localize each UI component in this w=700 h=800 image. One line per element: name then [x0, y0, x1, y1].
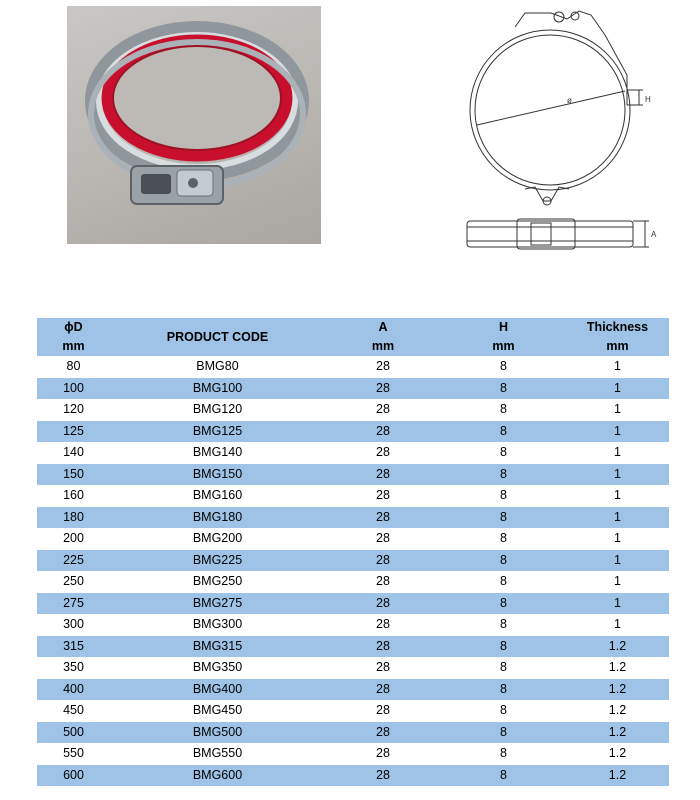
cell-thickness: 1	[566, 399, 669, 421]
cell-diameter: 400	[37, 679, 110, 701]
cell-h: 8	[441, 743, 566, 765]
cell-h: 8	[441, 399, 566, 421]
cell-product-code: BMG550	[110, 743, 325, 765]
cell-h: 8	[441, 571, 566, 593]
cell-thickness: 1.2	[566, 657, 669, 679]
cell-h: 8	[441, 593, 566, 615]
cell-a: 28	[325, 356, 441, 378]
cell-diameter: 125	[37, 421, 110, 443]
cell-thickness: 1.2	[566, 765, 669, 787]
cell-a: 28	[325, 765, 441, 787]
cell-h: 8	[441, 442, 566, 464]
table-row	[37, 464, 669, 486]
a-dimension-label: A	[651, 230, 657, 239]
cell-diameter: 120	[37, 399, 110, 421]
cell-a: 28	[325, 550, 441, 572]
cell-diameter: 160	[37, 485, 110, 507]
cell-a: 28	[325, 593, 441, 615]
table-row	[37, 743, 669, 765]
cell-h: 8	[441, 485, 566, 507]
table-row	[37, 356, 669, 378]
diameter-label: ø	[567, 96, 572, 105]
table-header-row	[37, 318, 669, 356]
cell-h: 8	[441, 464, 566, 486]
cell-product-code: BMG120	[110, 399, 325, 421]
cell-a: 28	[325, 657, 441, 679]
cell-diameter: 315	[37, 636, 110, 658]
cell-a: 28	[325, 743, 441, 765]
table-row	[37, 614, 669, 636]
cell-diameter: 100	[37, 378, 110, 400]
cell-h: 8	[441, 356, 566, 378]
cell-a: 28	[325, 700, 441, 722]
table-row	[37, 700, 669, 722]
cell-product-code: BMG275	[110, 593, 325, 615]
specification-table	[37, 318, 669, 786]
cell-h: 8	[441, 700, 566, 722]
cell-h: 8	[441, 550, 566, 572]
cell-thickness: 1	[566, 378, 669, 400]
cell-diameter: 500	[37, 722, 110, 744]
table-row	[37, 722, 669, 744]
cell-a: 28	[325, 571, 441, 593]
cell-a: 28	[325, 442, 441, 464]
cell-h: 8	[441, 378, 566, 400]
cell-product-code: BMG125	[110, 421, 325, 443]
cell-a: 28	[325, 464, 441, 486]
table-row	[37, 679, 669, 701]
cell-product-code: BMG180	[110, 507, 325, 529]
cell-product-code: BMG80	[110, 356, 325, 378]
cell-diameter: 180	[37, 507, 110, 529]
table-row	[37, 442, 669, 464]
table-row	[37, 378, 669, 400]
cell-thickness: 1	[566, 442, 669, 464]
cell-diameter: 150	[37, 464, 110, 486]
cell-thickness: 1	[566, 485, 669, 507]
cell-product-code: BMG450	[110, 700, 325, 722]
cell-a: 28	[325, 614, 441, 636]
product-photo	[67, 6, 321, 244]
table-row	[37, 593, 669, 615]
cell-h: 8	[441, 765, 566, 787]
cell-product-code: BMG150	[110, 464, 325, 486]
cell-thickness: 1	[566, 550, 669, 572]
cell-a: 28	[325, 507, 441, 529]
cell-thickness: 1	[566, 614, 669, 636]
table-row	[37, 421, 669, 443]
cell-a: 28	[325, 485, 441, 507]
cell-thickness: 1.2	[566, 722, 669, 744]
cell-product-code: BMG400	[110, 679, 325, 701]
clamp-dimension-drawing	[455, 5, 665, 255]
table-row	[37, 657, 669, 679]
cell-a: 28	[325, 421, 441, 443]
col-header-product-code: PRODUCT CODE	[110, 318, 325, 356]
cell-product-code: BMG500	[110, 722, 325, 744]
cell-product-code: BMG315	[110, 636, 325, 658]
cell-thickness: 1.2	[566, 700, 669, 722]
col-header-a: A mm	[325, 318, 441, 356]
cell-thickness: 1	[566, 528, 669, 550]
cell-product-code: BMG350	[110, 657, 325, 679]
cell-thickness: 1	[566, 593, 669, 615]
table-row	[37, 571, 669, 593]
cell-product-code: BMG600	[110, 765, 325, 787]
cell-thickness: 1.2	[566, 636, 669, 658]
cell-thickness: 1	[566, 507, 669, 529]
cell-thickness: 1.2	[566, 743, 669, 765]
cell-product-code: BMG100	[110, 378, 325, 400]
cell-a: 28	[325, 399, 441, 421]
cell-diameter: 450	[37, 700, 110, 722]
cell-h: 8	[441, 528, 566, 550]
cell-thickness: 1	[566, 464, 669, 486]
cell-thickness: 1	[566, 571, 669, 593]
cell-diameter: 140	[37, 442, 110, 464]
cell-h: 8	[441, 614, 566, 636]
col-header-diameter: ϕD mm	[37, 318, 110, 356]
technical-drawing	[455, 5, 665, 255]
cell-h: 8	[441, 636, 566, 658]
table-row	[37, 507, 669, 529]
cell-diameter: 600	[37, 765, 110, 787]
cell-thickness: 1	[566, 421, 669, 443]
cell-diameter: 350	[37, 657, 110, 679]
cell-h: 8	[441, 507, 566, 529]
cell-product-code: BMG140	[110, 442, 325, 464]
cell-a: 28	[325, 378, 441, 400]
cell-a: 28	[325, 636, 441, 658]
cell-a: 28	[325, 528, 441, 550]
col-header-thickness: Thickness mm	[566, 318, 669, 356]
table-row	[37, 765, 669, 787]
cell-thickness: 1.2	[566, 679, 669, 701]
cell-product-code: BMG250	[110, 571, 325, 593]
table-row	[37, 399, 669, 421]
cell-h: 8	[441, 657, 566, 679]
cell-a: 28	[325, 679, 441, 701]
cell-h: 8	[441, 679, 566, 701]
cell-product-code: BMG160	[110, 485, 325, 507]
cell-diameter: 550	[37, 743, 110, 765]
cell-product-code: BMG200	[110, 528, 325, 550]
cell-diameter: 200	[37, 528, 110, 550]
table-row	[37, 550, 669, 572]
cell-diameter: 275	[37, 593, 110, 615]
table-row	[37, 485, 669, 507]
cell-product-code: BMG225	[110, 550, 325, 572]
cell-h: 8	[441, 722, 566, 744]
cell-diameter: 225	[37, 550, 110, 572]
h-dimension-label: H	[645, 95, 651, 104]
cell-diameter: 300	[37, 614, 110, 636]
cell-h: 8	[441, 421, 566, 443]
cell-diameter: 250	[37, 571, 110, 593]
cell-a: 28	[325, 722, 441, 744]
cell-product-code: BMG300	[110, 614, 325, 636]
col-header-h: H mm	[441, 318, 566, 356]
clamp-photo-illustration	[67, 6, 321, 244]
cell-thickness: 1	[566, 356, 669, 378]
table-row	[37, 528, 669, 550]
table-row	[37, 636, 669, 658]
cell-diameter: 80	[37, 356, 110, 378]
